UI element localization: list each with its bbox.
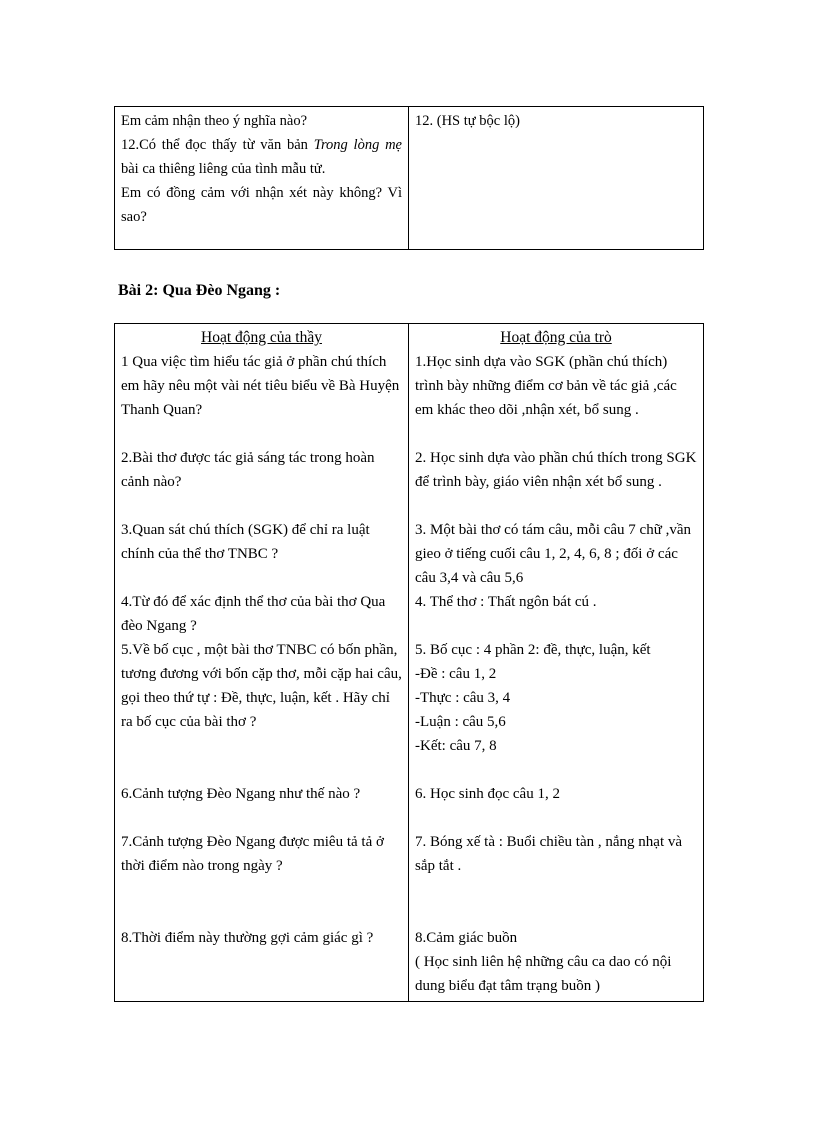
question-4: 4.Từ đó để xác định thể thơ của bài thơ Qua đèo Ngang ?	[121, 594, 386, 634]
teacher-column	[115, 107, 409, 249]
answer-12: 12. (HS tự bộc lộ)	[415, 113, 520, 129]
question-line: Em có đồng cảm với nhận xét này không? Vì sao?	[121, 185, 402, 225]
answer-4: 4. Thể thơ : Thất ngôn bát cú .	[415, 594, 597, 610]
answer-8: 8.Cảm giác buồn ( Học sinh liên hệ những câu ca dao có nội dung biểu đạt tâm trạng buồn )	[415, 930, 672, 994]
question-1: 1 Qua việc tìm hiểu tác giả ở phần chú thích em hãy nêu một vài nét tiêu biểu về Bà Huyện Thanh Quan?	[121, 354, 400, 418]
answer-5: 5. Bố cục : 4 phần 2: đề, thực, luận, kết -Đề : câu 1, 2 -Thực : câu 3, 4 -Luận : câu 5,6 -Kết: câu 7, 8	[415, 642, 651, 754]
student-column	[409, 324, 703, 1001]
answer-7: 7. Bóng xế tà : Buổi chiều tàn , nắng nhạt và sắp tắt .	[415, 834, 683, 874]
answer-1: 1.Học sinh dựa vào SGK (phần chú thích) trình bày những điểm cơ bản về tác giả ,các em khác theo dõi ,nhận xét, bổ sung .	[415, 354, 677, 418]
activity-table	[114, 323, 704, 1002]
question-2: 2.Bài thơ được tác giả sáng tác trong hoàn cảnh nào?	[121, 450, 375, 490]
teacher-column	[115, 324, 409, 1001]
question-7: 7.Cảnh tượng Đèo Ngang được miêu tả tả ở thời điểm nào trong ngày ?	[121, 834, 384, 874]
answer-6: 6. Học sinh đọc câu 1, 2	[415, 786, 560, 802]
answer-2: 2. Học sinh dựa vào phần chú thích trong SGK để trình bày, giáo viên nhận xét bổ sung .	[415, 450, 697, 490]
question-5: 5.Về bố cục , một bài thơ TNBC có bốn phần, tương đương với bốn cặp thơ, mỗi cặp hai câu, gọi theo thứ tự : Đề, thực, luận, kết . Hãy chỉ ra bố cục của bài thơ ?	[121, 642, 402, 730]
table-continued	[114, 106, 704, 250]
answer-3: 3. Một bài thơ có tám câu, mỗi câu 7 chữ ,vần gieo ở tiếng cuối câu 1, 2, 4, 6, 8 ; đối ở các câu 3,4 và câu 5,6	[415, 522, 691, 586]
student-header: Hoạt động của trò	[500, 329, 612, 346]
question-6: 6.Cảnh tượng Đèo Ngang như thế nào ?	[121, 786, 361, 802]
teacher-header: Hoạt động của thầy	[201, 329, 322, 346]
question-line: Em cảm nhận theo ý nghĩa nào?	[121, 113, 308, 129]
student-column	[409, 107, 703, 249]
section-title: Bài 2: Qua Đèo Ngang :	[118, 282, 281, 299]
question-8: 8.Thời điểm này thường gợi cảm giác gì ?	[121, 930, 374, 946]
question-3: 3.Quan sát chú thích (SGK) để chỉ ra luật chính của thể thơ TNBC ?	[121, 522, 370, 562]
question-12: 12.Có thể đọc thấy từ văn bản Trong lòng mẹ bài ca thiêng liêng của tình mẫu tử.	[121, 137, 402, 177]
